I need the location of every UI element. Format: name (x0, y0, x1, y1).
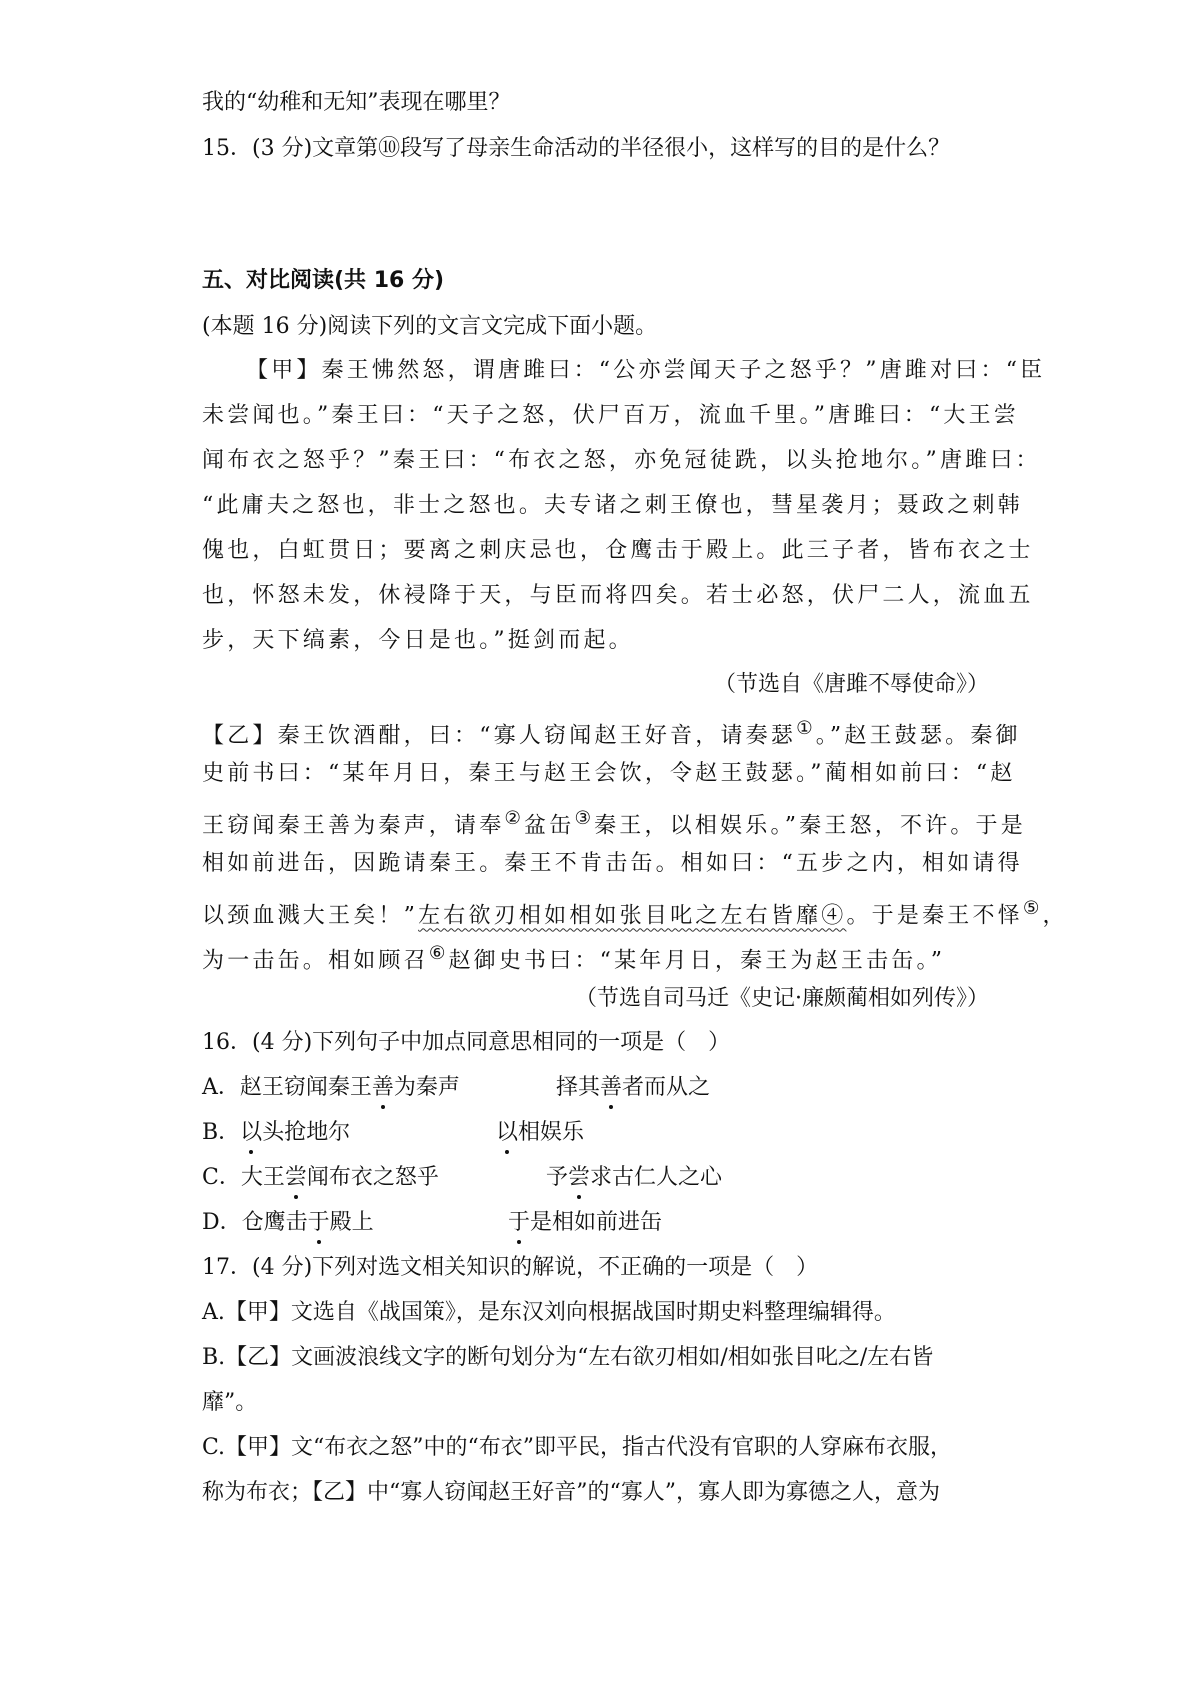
emphasis-dot-char: 尝 (285, 1163, 307, 1193)
q17-option-b: B.【乙】文画波浪线文字的断句划分为“左右欲刃相如/相如张目叱之/左右皆 (202, 1345, 934, 1370)
question-15: 15．(3 分)文章第⑩段写了母亲生命活动的半径很小，这样写的目的是什么？ (202, 136, 951, 161)
passage-jia-line: 闻布衣之怒乎？”秦王曰：“布衣之怒，亦免冠徒跣，以头抢地尔。”唐雎曰： (202, 448, 1041, 473)
emphasis-dot-char: 善 (372, 1073, 394, 1103)
question-14-tail: 我的“幼稚和无知”表现在哪里？ (202, 90, 511, 115)
passage-yi-line: 史前书曰：“某年月日，秦王与赵王会饮，令赵王鼓瑟。”蔺相如前曰：“赵 (202, 761, 1016, 786)
footnote-mark: ⑤ (1022, 898, 1043, 919)
passage-jia-line: 步，天下缟素，今日是也。”挺剑而起。 (202, 628, 634, 653)
passage-yi-source: （节选自司马迁《史记·廉颇蔺相如列传》） (575, 986, 989, 1011)
passage-jia-line: 傀也，白虹贯日；要离之刺庆忌也，仓鹰击于殿上。此三子者，皆布衣之士 (202, 538, 1034, 563)
emphasis-dot-char: 以 (240, 1118, 262, 1148)
question-16: 16．(4 分)下列句子中加点同意思相同的一项是（ ） (202, 1030, 731, 1055)
option-a-left: A．赵王窃闻秦王善为秦声 (202, 1073, 460, 1103)
passage-jia-line: “此庸夫之怒也，非士之怒也。夫专诸之刺王僚也，彗星袭月；聂政之刺韩 (202, 493, 1023, 518)
option-d-right: 于是相如前进缶 (508, 1208, 662, 1238)
option-a-right: 择其善者而从之 (556, 1073, 710, 1103)
option-b-right: 以相娱乐 (496, 1118, 584, 1148)
footnote-mark: ⑥ (428, 943, 449, 964)
emphasis-dot-char: 于 (308, 1208, 330, 1238)
section-title: 五、对比阅读(共 16 分) (202, 268, 445, 293)
footnote-mark: ③ (574, 808, 595, 829)
section-intro: (本题 16 分)阅读下列的文言文完成下面小题。 (202, 314, 658, 339)
q17-option-c-cont: 称为布衣；【乙】中“寡人窃闻赵王好音”的“寡人”，寡人即为寡德之人，意为 (202, 1480, 940, 1505)
emphasis-dot-char: 以 (496, 1118, 518, 1148)
emphasis-dot-char: 于 (508, 1208, 530, 1238)
passage-jia-line: 【甲】秦王怫然怒，谓唐雎曰：“公亦尝闻天子之怒乎？”唐雎对曰：“臣 (246, 358, 1046, 383)
emphasis-dot-char: 善 (600, 1073, 622, 1103)
question-17: 17．(4 分)下列对选文相关知识的解说，不正确的一项是（ ） (202, 1255, 819, 1280)
passage-yi-line: 相如前进缶，因跪请秦王。秦王不肯击缶。相如曰：“五步之内，相如请得 (202, 851, 1023, 876)
passage-yi-line: 以颈血溅大王矣！”左右欲刃相如相如张目叱之左右皆靡④。于是秦王不怿⑤， (202, 898, 1068, 929)
q17-option-c: C.【甲】文“布衣之怒”中的“布衣”即平民，指古代没有官职的人穿麻布衣服， (202, 1435, 953, 1460)
option-d-left: D．仓鹰击于殿上 (202, 1208, 374, 1238)
wavy-underlined-text: 左右欲刃相如相如张目叱之左右皆靡④ (418, 903, 847, 929)
footnote-mark: ② (504, 808, 525, 829)
footnote-mark: ① (796, 718, 816, 739)
passage-jia-source: （节选自《唐雎不辱使命》） (713, 672, 989, 697)
q17-option-b-cont: 靡”。 (202, 1390, 258, 1415)
passage-yi-line: 王窃闻秦王善为秦声，请奉②盆缶③秦王，以相娱乐。”秦王怒，不许。于是 (202, 808, 1026, 839)
q17-option-a: A.【甲】文选自《战国策》，是东汉刘向根据战国时期史料整理编辑得。 (202, 1300, 896, 1325)
option-c-left: C．大王尝闻布衣之怒乎 (202, 1163, 439, 1193)
passage-jia-line: 也，怀怒未发，休祲降于天，与臣而将四矣。若士必怒，伏尸二人，流血五 (202, 583, 1034, 608)
option-b-left: B．以头抢地尔 (202, 1118, 350, 1148)
passage-yi-line: 为一击缶。相如顾召⑥赵御史书曰：“某年月日，秦王为赵王击缶。” (202, 943, 946, 974)
option-c-right: 予尝求古仁人之心 (546, 1163, 722, 1193)
passage-yi-line: 【乙】秦王饮酒酣，曰：“寡人窃闻赵王好音，请奏瑟①。”赵王鼓瑟。秦御 (202, 718, 1021, 749)
passage-jia-line: 未尝闻也。”秦王曰：“天子之怒，伏尸百万，流血千里。”唐雎曰：“大王尝 (202, 403, 1019, 428)
emphasis-dot-char: 尝 (568, 1163, 590, 1193)
